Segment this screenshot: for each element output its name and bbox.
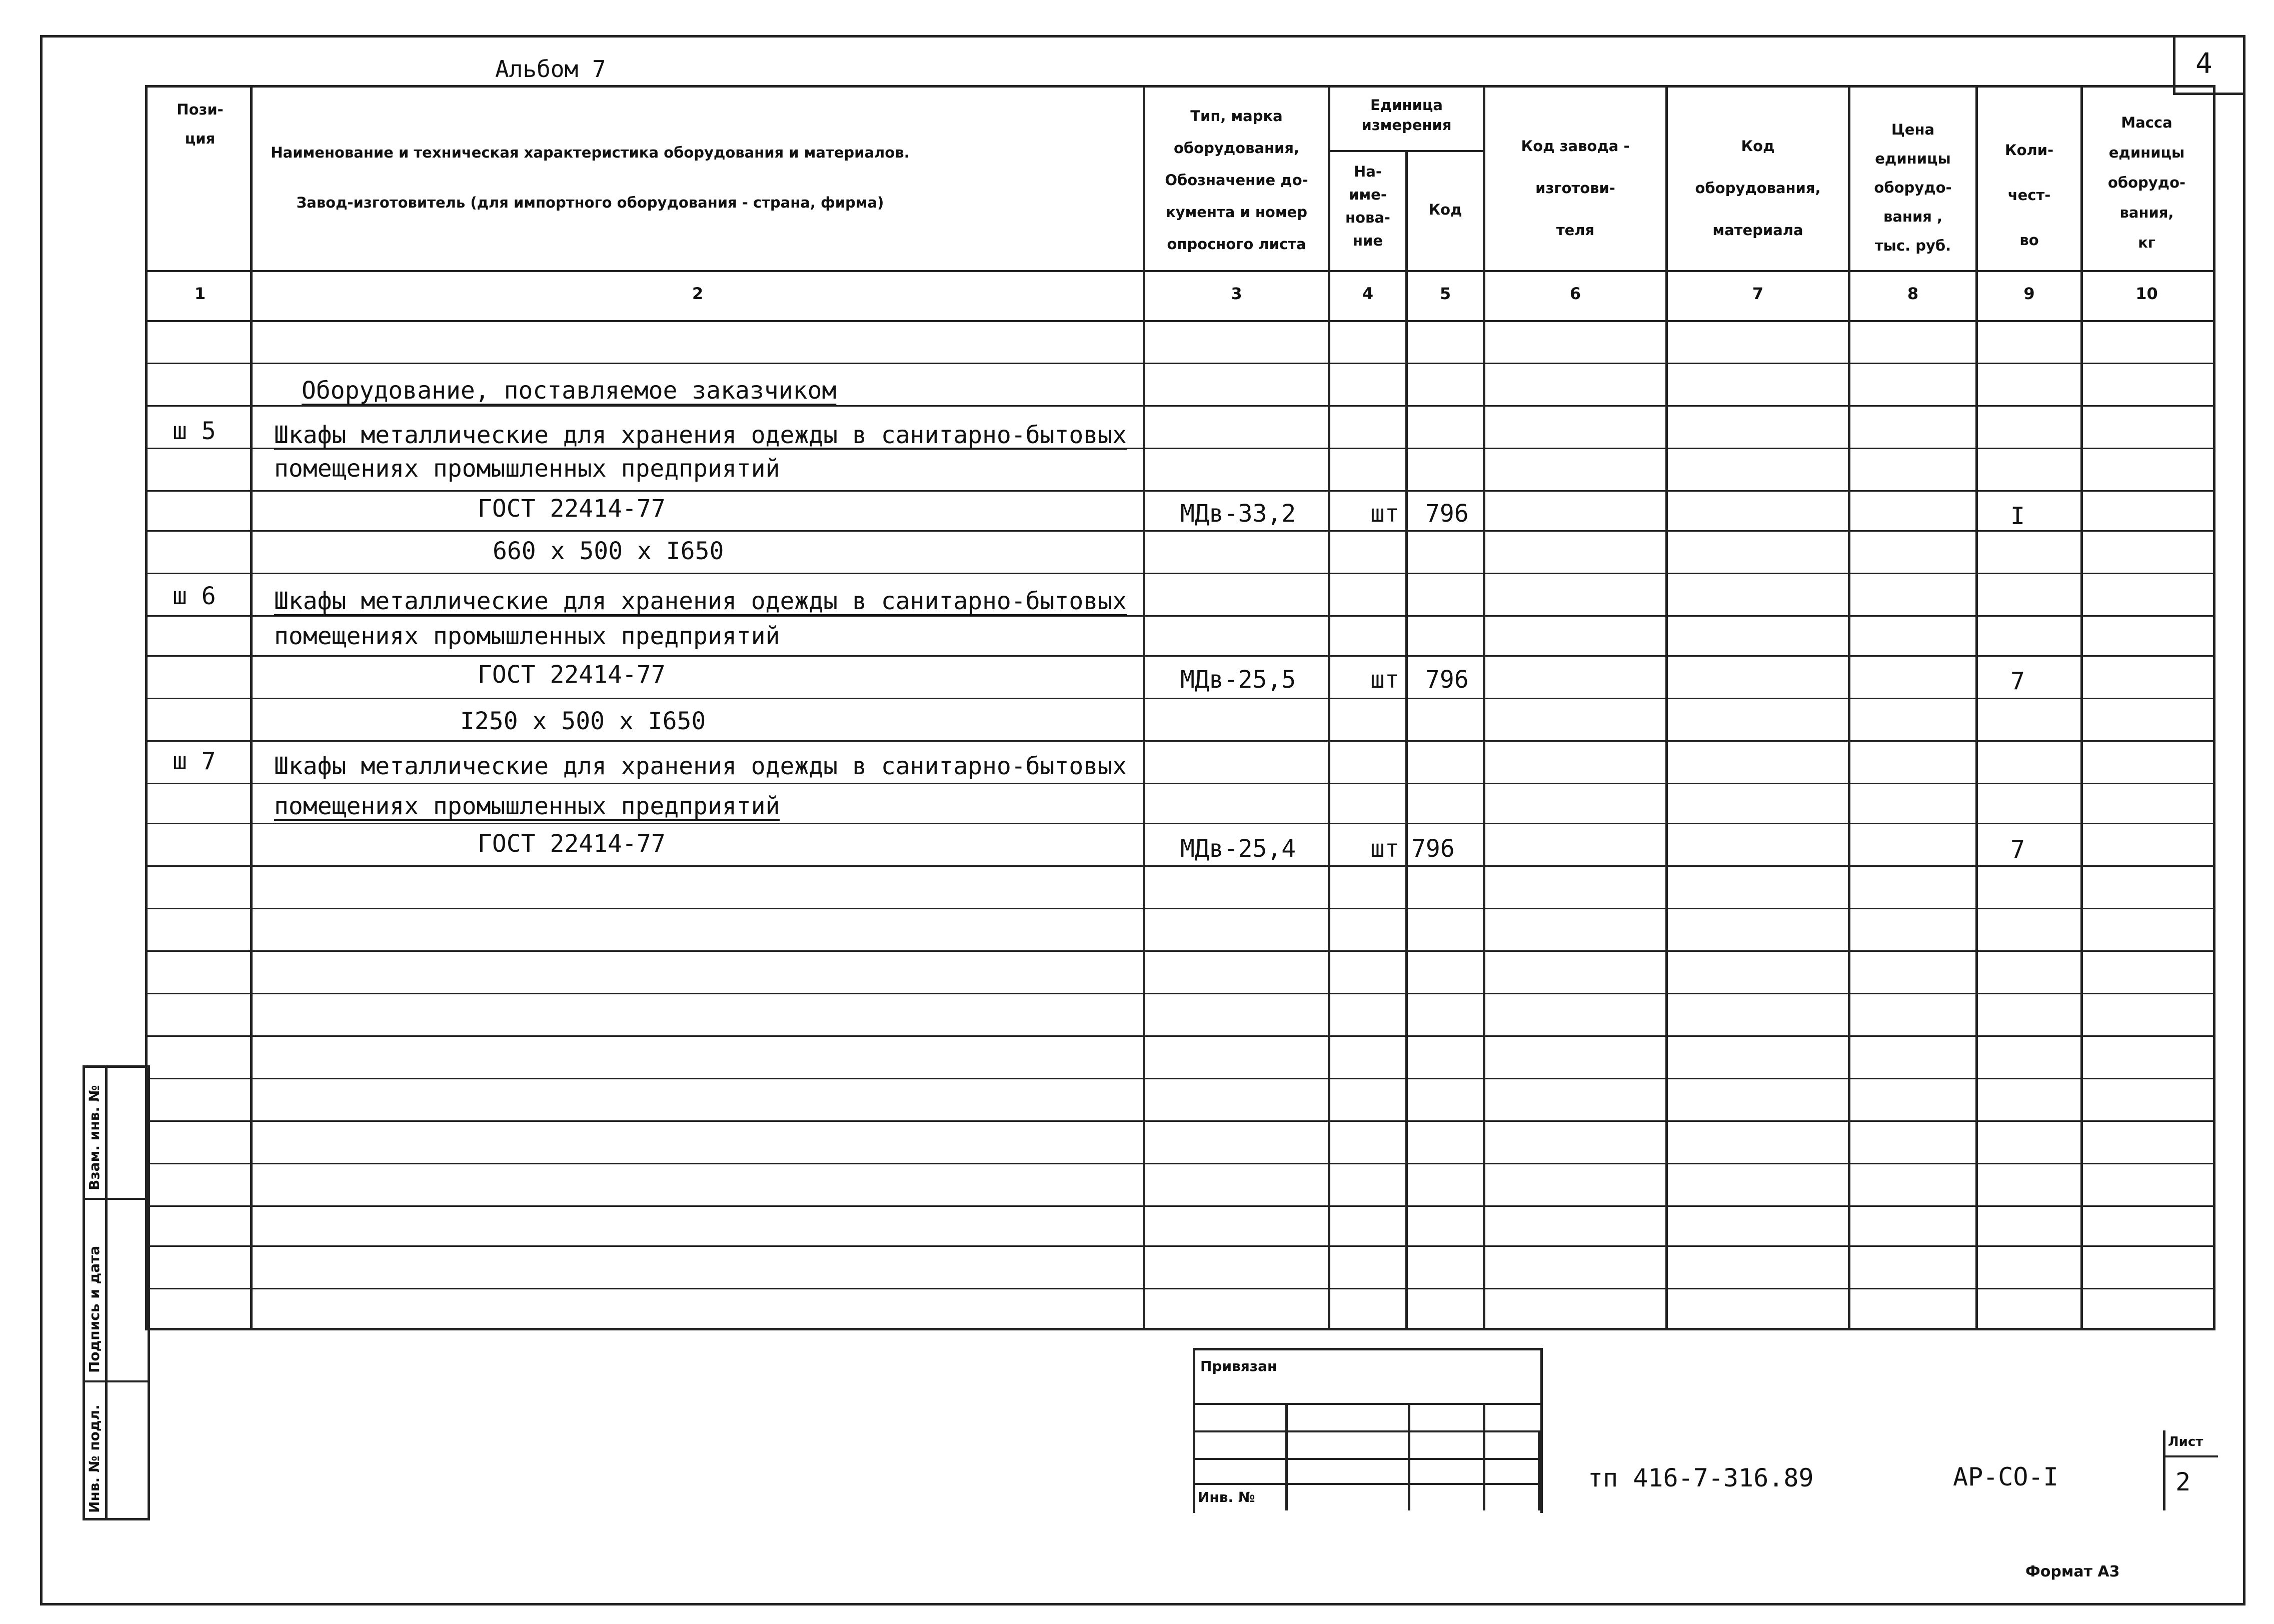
stamp-right-edge (1538, 1430, 1540, 1510)
item-name-line2: помещениях промышленных предприятий (274, 455, 780, 483)
sheet-box-line (2163, 1455, 2218, 1457)
column-number: 6 (1569, 284, 1581, 303)
stamp-privyazan: Привязан (1200, 1358, 1277, 1374)
album-title: Альбом 7 (495, 56, 606, 83)
row-line (145, 615, 2215, 617)
header-mass: Масса единицы оборудо- вания, кг (2107, 114, 2186, 251)
item-unit: шт (1370, 500, 1399, 528)
format-label: Формат А3 (2025, 1563, 2120, 1580)
stamp-line (1193, 1430, 1540, 1432)
header-type: Тип, марка оборудования, Обозначение до- кумента и номер опросного листа (1165, 108, 1308, 253)
row-line (145, 993, 2215, 994)
sheet-number: 2 (2175, 1467, 2191, 1496)
item-dimensions: I250 х 500 х I650 (460, 707, 706, 735)
header-bottom-line (145, 270, 2215, 272)
sheet-label: Лист (2168, 1434, 2203, 1449)
row-line (145, 1205, 2215, 1207)
stamp-top-line (145, 1328, 2215, 1330)
section-title: Оборудование, поставляемое заказчиком (302, 377, 837, 405)
units-subheader-line (1328, 150, 1483, 152)
stamp-divider (1408, 1403, 1410, 1510)
column-number: 8 (1907, 284, 1919, 303)
column-number: 5 (1439, 284, 1451, 303)
row-line (145, 363, 2215, 364)
side-label-signature: Подпись и дата (86, 1245, 103, 1373)
side-stamp-line (83, 1380, 148, 1382)
row-line (145, 950, 2215, 952)
item-quantity: 7 (2010, 667, 2025, 695)
item-name-line1: Шкафы металлические для хранения одежды в санитарно-бытовых (274, 587, 1127, 615)
doc-code: тп 416-7-316.89 (1588, 1463, 1814, 1492)
header-unit-name: На- име- нова- ние (1345, 163, 1390, 249)
row-line (145, 573, 2215, 574)
row-line (145, 698, 2215, 699)
header-price: Цена единицы оборудо- вания , тыс. руб. (1874, 121, 1952, 254)
side-stamp-divider (105, 1065, 108, 1518)
item-gost: ГОСТ 22414-77 (478, 495, 666, 523)
header-unit-group: Единица измерения (1361, 97, 1452, 134)
row-line (145, 865, 2215, 867)
item-quantity: I (2010, 502, 2025, 530)
item-position: ш 5 (173, 417, 216, 445)
item-unit: шт (1370, 666, 1399, 694)
row-line (145, 530, 2215, 532)
column-number: 4 (1362, 284, 1374, 303)
stamp-divider (1285, 1403, 1288, 1510)
row-line (145, 1288, 2215, 1289)
row-line (145, 405, 2215, 407)
corner-number: 4 (2195, 48, 2212, 80)
header-name: Наименование и техническая характеристика оборудования и материалов. Завод-изготовитель (для импортного оборудования - страна, фирма) (271, 144, 910, 211)
item-position: ш 7 (173, 747, 216, 775)
side-stamp-line (83, 1198, 148, 1200)
header-quantity: Коли- чест- во (2004, 142, 2054, 249)
colnum-bottom-line (145, 320, 2215, 322)
row-line (145, 823, 2215, 824)
item-name-line2: помещениях промышленных предприятий (274, 622, 780, 650)
header-unit-code: Код (1428, 201, 1462, 218)
row-line (145, 655, 2215, 657)
item-unit: шт (1370, 835, 1399, 863)
item-code: 796 (1425, 666, 1469, 694)
column-number: 9 (2023, 284, 2035, 303)
stamp-inv-no: Инв. № (1198, 1489, 1255, 1505)
item-dimensions: 660 х 500 х I650 (493, 537, 724, 565)
item-code: 796 (1425, 500, 1469, 528)
item-name-line2: помещениях промышленных предприятий (274, 792, 780, 820)
row-line (145, 740, 2215, 742)
row-line (145, 1120, 2215, 1122)
stamp-line (1193, 1458, 1540, 1460)
item-mark: МДв-33,2 (1180, 500, 1296, 528)
item-gost: ГОСТ 22414-77 (478, 661, 666, 689)
header-equip-code: Код оборудования, материала (1695, 138, 1821, 239)
column-number: 7 (1752, 284, 1764, 303)
item-name-line1: Шкафы металлические для хранения одежды в санитарно-бытовых (274, 752, 1127, 780)
column-number: 1 (194, 284, 206, 303)
column-number: 3 (1231, 284, 1242, 303)
row-line (145, 1078, 2215, 1079)
column-number: 2 (692, 284, 704, 303)
item-gost: ГОСТ 22414-77 (478, 830, 666, 858)
item-code: 796 (1411, 835, 1455, 863)
stamp-line (1193, 1483, 1540, 1485)
header-position: Пози- ция (177, 101, 224, 147)
stamp-divider (1483, 1403, 1485, 1510)
row-line (145, 783, 2215, 784)
doc-mark: АР-СО-I (1953, 1462, 2058, 1491)
row-line (145, 490, 2215, 492)
side-label-vzam: Взам. инв. № (86, 1085, 103, 1190)
row-line (145, 1163, 2215, 1164)
column-number: 10 (2135, 284, 2158, 303)
item-mark: МДв-25,5 (1180, 666, 1296, 694)
row-line (145, 1245, 2215, 1247)
item-name-line1: Шкафы металлические для хранения одежды в санитарно-бытовых (274, 421, 1127, 449)
row-line (145, 1035, 2215, 1037)
header-plant-code: Код завода - изготови- теля (1521, 138, 1630, 239)
item-position: ш 6 (173, 582, 216, 610)
item-quantity: 7 (2010, 836, 2025, 864)
row-line (145, 908, 2215, 909)
item-mark: МДв-25,4 (1180, 835, 1296, 863)
side-label-inv: Инв. № подл. (86, 1404, 103, 1513)
stamp-line (1193, 1403, 1540, 1405)
